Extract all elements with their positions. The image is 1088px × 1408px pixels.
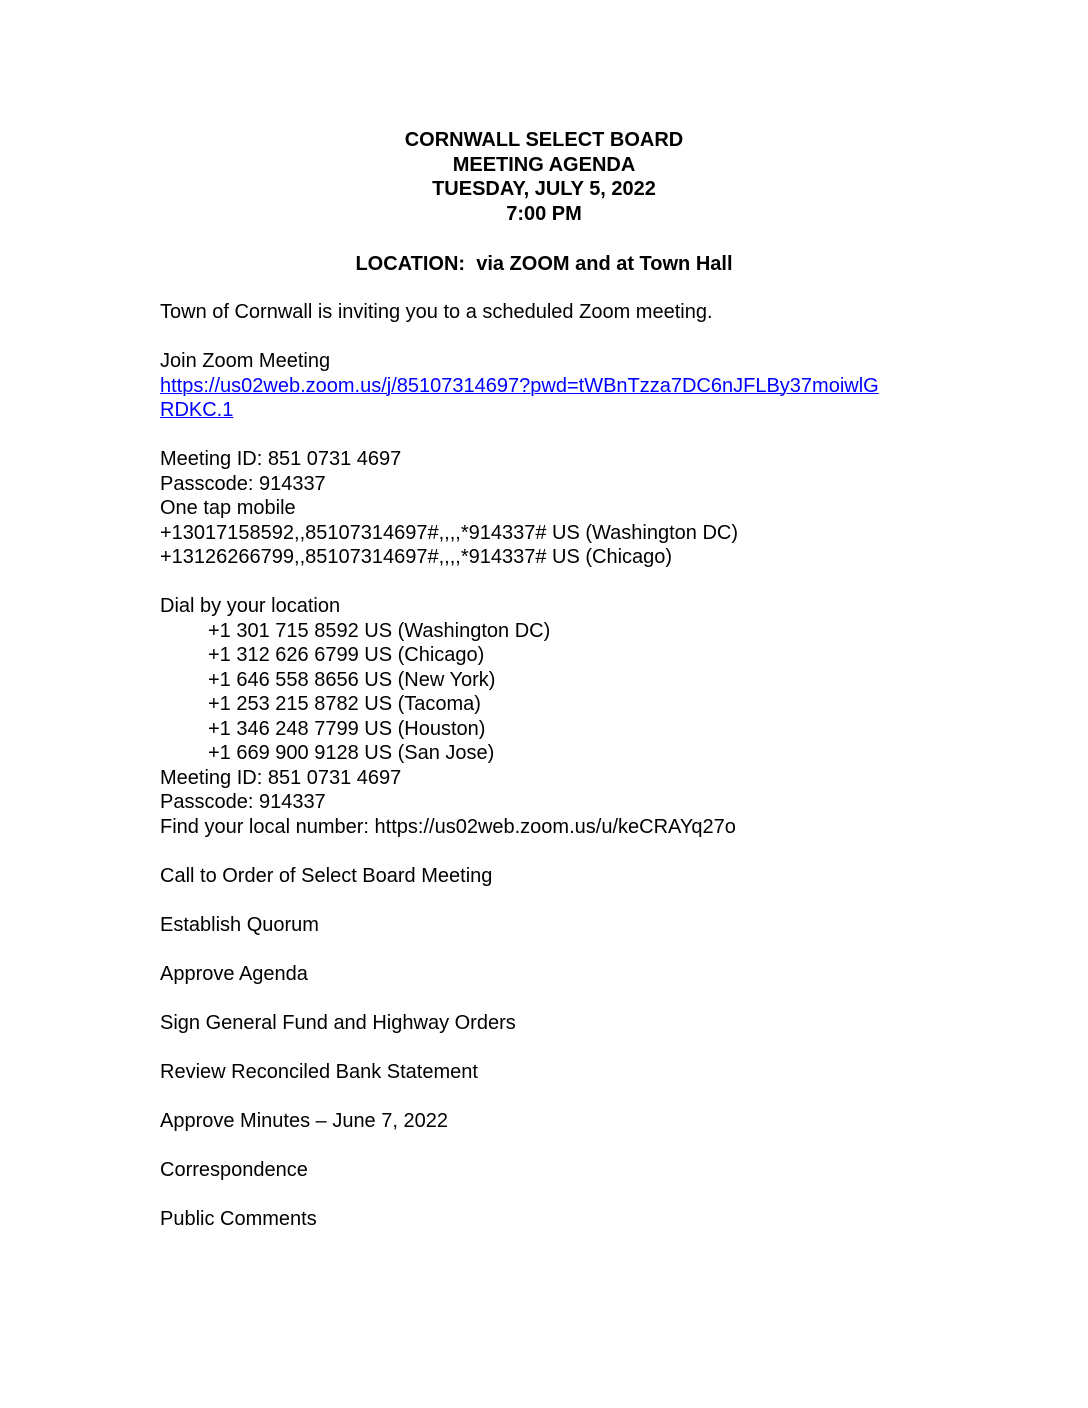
dial-number: +1 669 900 9128 US (San Jose) xyxy=(208,742,495,764)
dial-number: +1 253 215 8782 US (Tacoma) xyxy=(208,693,481,715)
zoom-meeting-link[interactable]: https://us02web.zoom.us/j/85107314697?pwd=tWBnTzza7DC6nJFLBy37moiwlG xyxy=(160,374,879,397)
find-local-number: Find your local number: https://us02web.zoom.us/u/keCRAYq27o xyxy=(160,815,736,838)
one-tap-label: One tap mobile xyxy=(160,497,296,519)
dial-number: +1 646 558 8656 US (New York) xyxy=(208,668,496,691)
passcode: Passcode: 914337 xyxy=(160,791,326,813)
agenda-item: Public Comments xyxy=(160,1207,317,1230)
agenda-item: Approve Agenda xyxy=(160,962,308,985)
agenda-item: Correspondence xyxy=(160,1158,308,1181)
join-zoom-label: Join Zoom Meeting xyxy=(160,350,331,372)
zoom-meeting-link-continued[interactable]: RDKC.1 xyxy=(160,399,234,421)
meeting-location: LOCATION: via ZOOM and at Town Hall xyxy=(355,253,733,275)
agenda-item: Establish Quorum xyxy=(160,913,319,936)
document-title: MEETING AGENDA xyxy=(452,153,636,176)
meeting-id: Meeting ID: 851 0731 4697 xyxy=(160,448,402,470)
board-title: CORNWALL SELECT BOARD xyxy=(404,129,684,151)
agenda-item: Sign General Fund and Highway Orders xyxy=(160,1011,516,1034)
dial-number: +1 312 626 6799 US (Chicago) xyxy=(208,644,485,666)
dial-number: +1 346 248 7799 US (Houston) xyxy=(208,717,486,740)
agenda-item: Approve Minutes – June 7, 2022 xyxy=(160,1109,448,1132)
dial-by-location-label: Dial by your location xyxy=(160,595,341,617)
zoom-invitation-text: Town of Cornwall is inviting you to a scheduled Zoom meeting. xyxy=(160,301,713,323)
dial-number: +1 301 715 8592 US (Washington DC) xyxy=(208,619,551,642)
agenda-item: Call to Order of Select Board Meeting xyxy=(160,864,493,887)
one-tap-number: +13017158592,,85107314697#,,,,*914337# US (Washington DC) xyxy=(160,521,739,544)
agenda-item: Review Reconciled Bank Statement xyxy=(160,1060,478,1083)
passcode: Passcode: 914337 xyxy=(160,472,326,495)
meeting-id: Meeting ID: 851 0731 4697 xyxy=(160,766,402,789)
agenda-body xyxy=(160,300,960,1231)
agenda-header xyxy=(0,128,1088,226)
one-tap-number: +13126266799,,85107314697#,,,,*914337# US (Chicago) xyxy=(160,546,673,568)
meeting-date: TUESDAY, JULY 5, 2022 xyxy=(432,178,656,200)
meeting-time: 7:00 PM xyxy=(506,202,582,225)
